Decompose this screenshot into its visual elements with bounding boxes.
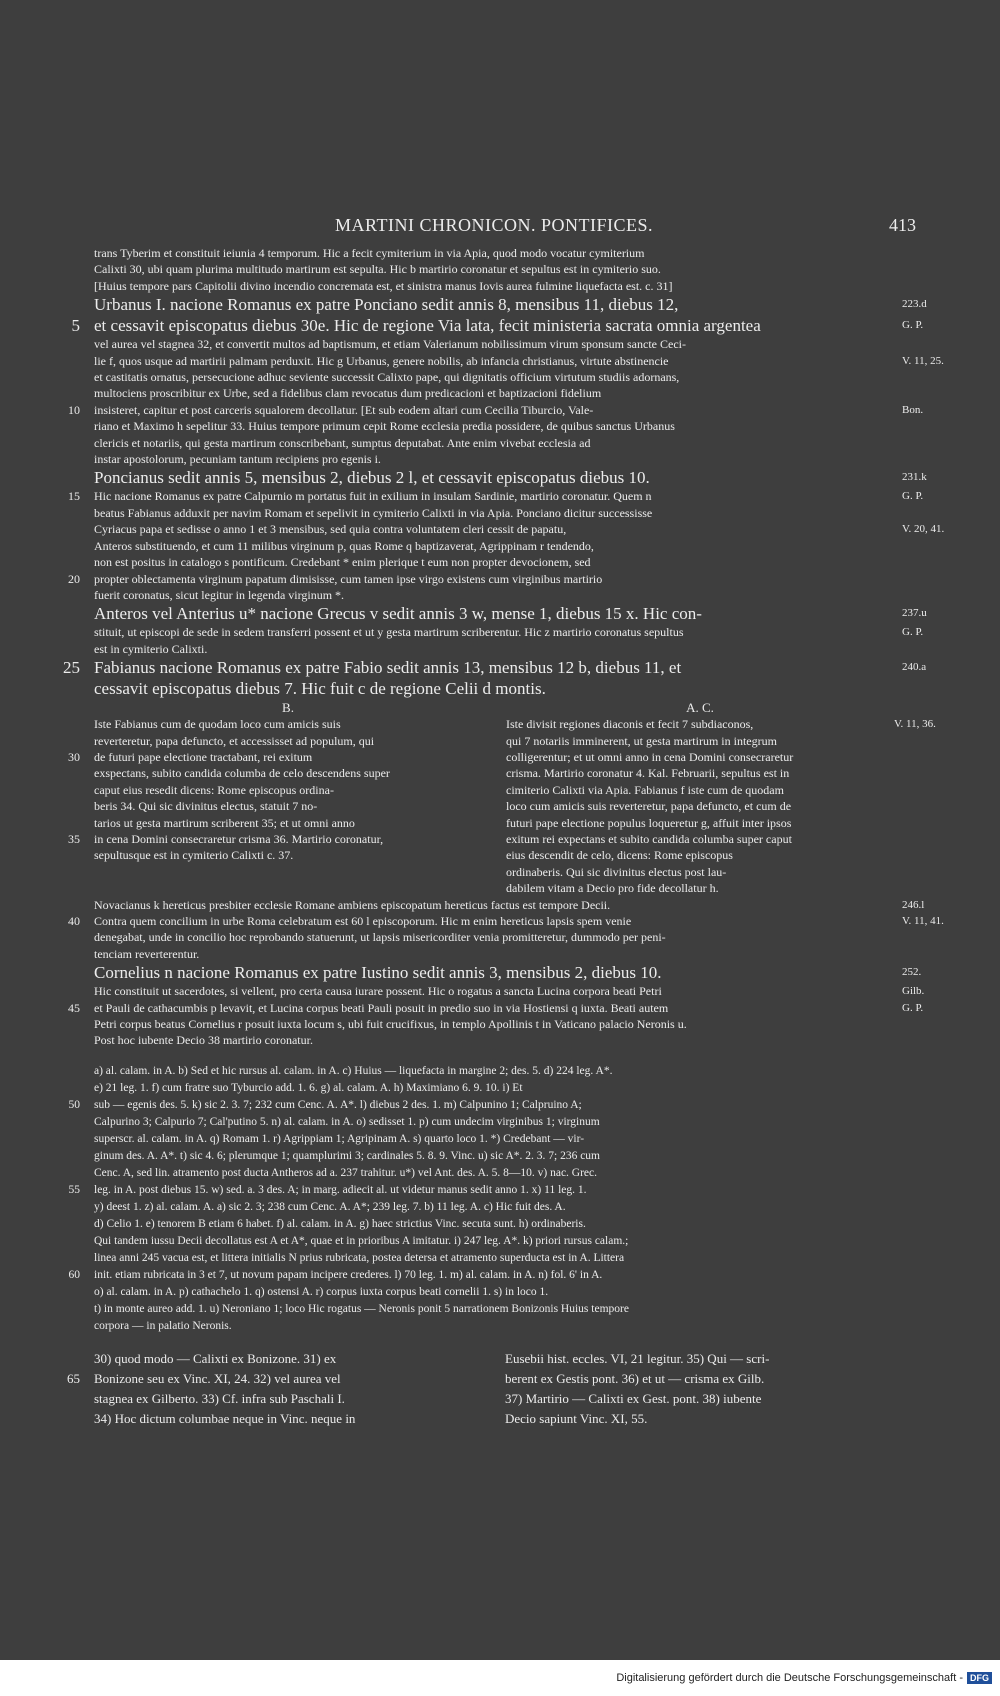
page-footer — [616, 1672, 992, 1684]
text-line — [94, 336, 894, 352]
page-number: 413 — [889, 215, 916, 235]
text-line — [94, 385, 894, 401]
margin-note: 252. — [902, 966, 922, 979]
line-text: Iste Fabianus cum de quodam loco cum amicis suis — [94, 717, 341, 732]
line-number: 35 — [68, 831, 80, 846]
text-line — [68, 1267, 894, 1284]
text-line — [94, 467, 927, 488]
margin-note: G. P. — [902, 490, 924, 503]
text-line — [94, 962, 922, 983]
line-text: ordinaberis. Qui sic divinitus electus post lau- — [506, 864, 727, 879]
margin-note: G. P. — [902, 1001, 924, 1014]
line-text: 30) quod modo — Calixti ex Bonizone. 31) ex — [94, 1350, 337, 1366]
line-text: eius descendit de celo, dicens: Rome episcopus — [506, 848, 733, 863]
line-text: ginum des. A. A*. t) sic 4. 6; plerumque 1; quamplurimi 3; cardinales 5. 8. 9. Vinc. u) sic A*. 2. 3. 7; 236 cum — [94, 1149, 600, 1162]
line-text: Decio sapiunt Vinc. XI, 55. — [505, 1410, 648, 1426]
line-text: linea anni 245 vacua est, et littera initialis N prius rubricata, postea detersa et atramento superducta est in A. Littera — [94, 1251, 625, 1264]
line-number: 50 — [68, 1098, 80, 1111]
line-text: beatus Fabianus adduxit per navim Romam et sepelivit in cymiterio Calixti in via Apia. Ponciano dicitur successisse — [94, 505, 653, 520]
line-text: d) Celio 1. e) tenorem B etiam 6 habet. f) al. calam. in A. g) haec strictius Vinc. secuta sunt. h) ordinaberis. — [94, 1217, 586, 1230]
source-notes-right — [505, 1349, 894, 1429]
text-line — [94, 505, 894, 521]
line-text: 37) Martirio — Calixti ex Gest. pont. 38) iubente — [505, 1390, 762, 1406]
line-number: 25 — [63, 658, 80, 678]
line-number: 40 — [68, 914, 80, 928]
text-line — [94, 261, 894, 277]
line-text: Fabianus nacione Romanus ex patre Fabio sedit annis 13, mensibus 12 b, diebus 11, et — [94, 658, 682, 678]
text-line — [505, 1349, 894, 1369]
text-line — [94, 798, 482, 814]
margin-note: V. 11, 25. — [902, 354, 944, 367]
line-text: Qui tandem iussu Decii decollatus est A et A*, quae et in prioribus A imitatur. i) 247 leg. A*. k) priori rursus calam.; — [94, 1234, 629, 1247]
line-text: Anteros vel Anterius u* nacione Grecus v sedit annis 3 w, mense 1, diebus 15 x. Hic con- — [94, 604, 702, 624]
text-line — [94, 1114, 894, 1131]
line-text: tenciam reverterentur. — [94, 946, 200, 961]
line-text: et cessavit episcopatus diebus 30e. Hic de regione Via lata, fecit ministeria sacrata omnia argentea — [94, 316, 761, 336]
line-text: cessavit episcopatus diebus 7. Hic fuit c de regione Celii d montis. — [94, 679, 546, 699]
text-line — [94, 353, 944, 369]
margin-note: Gilb. — [902, 985, 925, 998]
line-text: Bonizone seu ex Vinc. XI, 24. 32) vel aurea vel — [94, 1370, 341, 1386]
text-line — [94, 1233, 894, 1250]
text-line — [94, 435, 894, 451]
text-line — [94, 603, 927, 624]
text-line — [94, 1318, 894, 1335]
line-text: Petri corpus beatus Cornelius r posuit iuxta locum s, ubi fuit crucifixus, in templo Apollinis t in Vaticano palacio Neronis u. — [94, 1017, 687, 1032]
text-line — [68, 1097, 894, 1114]
line-number: 15 — [68, 489, 80, 504]
line-text: Hic nacione Romanus ex patre Calpurnio m portatus fuit in exilium in insulam Sardinie, martirio coronatur. Quem n — [94, 489, 652, 504]
text-line — [506, 847, 894, 863]
line-text: denegabat, unde in concilio hoc reprobando statuerunt, ut lapsis misericorditer venia promitteretur, dummodo per peni- — [94, 930, 666, 945]
text-line — [94, 1131, 894, 1148]
line-text: beris 34. Qui sic divinitus electus, statuit 7 no- — [94, 799, 318, 814]
line-text: exitum rei expectans et subito candida columba super caput — [506, 831, 792, 846]
text-line — [68, 488, 924, 504]
margin-note: 246.l — [902, 898, 925, 911]
dfg-logo: DFG — [967, 1672, 992, 1684]
line-text: qui 7 notariis imminerent, ut gesta martirum in integrum — [506, 733, 777, 748]
line-text: init. etiam rubricata in 3 et 7, ut novum papam incipere crederes. l) 70 leg. 1. m) al. calam. in A. n) fol. 6' in A. — [94, 1268, 603, 1281]
text-line — [94, 1063, 894, 1080]
line-text: riano et Maximo h sepelitur 33. Huius tempore primum cepit Rome ecclesia predia possidere, de quibus sanctus Urbanus — [94, 419, 675, 434]
line-text: tarios ut gesta martirum scriberent 35; et ut omni anno — [94, 815, 355, 830]
text-line — [94, 929, 894, 945]
line-text: non est positus in catalogo s pontificum. Credebant * enim plerique t eum non propter devocionem, sed — [94, 555, 591, 570]
line-number: 55 — [68, 1183, 80, 1196]
text-line — [94, 641, 894, 657]
line-text: cimiterio Calixti via Apia. Fabianus f iste cum de quodam — [506, 782, 784, 797]
line-text: stagnea ex Gilberto. 33) Cf. infra sub Paschali I. — [94, 1390, 345, 1406]
text-line — [94, 521, 945, 537]
text-line — [94, 847, 482, 863]
text-line — [94, 716, 482, 732]
line-text: multociens proscribitur ex Urbe, sed a fidelibus clam revocatus dum predicacioni et baptizacioni fidelium — [94, 386, 602, 401]
line-number: 10 — [68, 402, 80, 417]
line-text: Eusebii hist. eccles. VI, 21 legitur. 35) Qui — scri- — [505, 1350, 770, 1366]
page-body — [63, 215, 945, 1429]
text-line — [67, 1369, 483, 1389]
source-notes — [67, 1349, 894, 1429]
line-number: 20 — [68, 571, 80, 586]
line-text: in cena Domini consecraretur crisma 36. Martirio coronatur, — [94, 831, 384, 846]
line-text: e) 21 leg. 1. f) cum fratre suo Tyburcio add. 1. 6. g) al. calam. A. h) Maximiano 6. 9. 10. i) Et — [94, 1081, 523, 1094]
text-line — [94, 554, 894, 570]
text-line — [505, 1369, 894, 1389]
text-line — [94, 451, 894, 467]
text-line — [506, 765, 894, 781]
line-text: Hic constituit ut sacerdotes, si vellent, pro certa causa iurare possent. Hic o rogatus a sancta Lucina corpora beati Petri — [94, 984, 662, 999]
line-number: 60 — [68, 1268, 80, 1281]
margin-note: V. 11, 36. — [894, 718, 936, 731]
line-text: corpora — in palatio Neronis. — [94, 1319, 232, 1332]
line-text: a) al. calam. in A. b) Sed et hic rursus al. calam. in A. c) Huius — liquefacta in margine 2; des. 5. d) 224 leg. A*. — [94, 1064, 613, 1077]
main-text-continued — [68, 897, 944, 1049]
text-line — [506, 716, 936, 732]
line-text: o) al. calam. in A. p) cathachelo 1. q) ostensi A. r) corpus iuxta corpus beati cornelii 1. s) in loco 1. — [94, 1285, 549, 1298]
line-text: loco cum amicis suis reverteretur, papa defuncto, et cum de — [506, 799, 792, 814]
line-number: 5 — [71, 316, 80, 336]
text-line — [506, 798, 894, 814]
line-text: superscr. al. calam. in A. q) Romam 1. r) Agrippiam 1; Agripinam A. s) quarto loco 1. *) Credebant — vir- — [94, 1132, 585, 1145]
line-text: est in cymiterio Calixti. — [94, 641, 208, 656]
text-line — [94, 1165, 894, 1182]
line-number: 65 — [67, 1370, 80, 1386]
line-text: trans Tyberim et constituit ieiunia 4 temporum. Hic a fecit cymiterium in via Apia, quod modo vocatur cymiterium — [94, 246, 645, 260]
line-text: colligerentur; et ut omni anno in cena Domini consecraretur — [506, 749, 794, 764]
text-line — [68, 749, 482, 765]
line-text: Urbanus I. nacione Romanus ex patre Ponciano sedit annis 8, mensibus 11, diebus 12, — [94, 295, 679, 315]
line-text: Cenc. A, sed lin. atramento post ducta Antheros ad a. 237 trahitur. u*) vel Ant. des. A. 5. 8—10. v) nac. Grec. — [94, 1166, 598, 1179]
column-b — [68, 699, 482, 896]
text-line — [94, 983, 925, 999]
line-text: Post hoc iubente Decio 38 martirio coronatur. — [94, 1033, 313, 1048]
text-line — [506, 864, 894, 880]
line-text: futuri pape electione populus loqueretur g, affuit inter ipsos — [506, 815, 792, 830]
text-line — [506, 749, 894, 765]
text-line — [68, 1182, 894, 1199]
line-text: Cornelius n nacione Romanus ex patre Iustino sedit annis 3, mensibus 2, diebus 10. — [94, 963, 662, 983]
line-text: Anteros substituendo, et cum 11 milibus virginum p, quas Rome q baptizaverat, Agrippinam r tendendo, — [94, 538, 594, 553]
margin-note: V. 20, 41. — [902, 523, 945, 536]
text-line — [94, 1284, 894, 1301]
line-text: Novacianus k hereticus presbiter ecclesie Romane ambiens episcopatum hereticus factus est tempore Decii. — [94, 897, 611, 912]
line-text: Contra quem concilium in urbe Roma celebratum est 60 l episcoporum. Hic m enim hereticus lapsis spem venie — [94, 914, 632, 928]
text-line — [94, 678, 894, 699]
text-line — [68, 402, 924, 418]
text-line — [94, 946, 894, 962]
line-text: insisteret, capitur et post carceris squalorem decollatur. [Et sub eodem altari cum Cecilia Tiburcio, Vale- — [94, 402, 594, 417]
text-line — [94, 1148, 894, 1165]
text-line — [505, 1409, 894, 1429]
line-number: 45 — [68, 1000, 80, 1015]
text-line — [94, 418, 894, 434]
text-line — [94, 1349, 483, 1369]
text-line — [94, 897, 925, 913]
text-line — [94, 294, 927, 315]
text-line — [506, 733, 894, 749]
margin-note: G. P. — [902, 319, 924, 332]
text-line — [68, 571, 894, 587]
line-text: lie f, quos usque ad martirii palmam perduxit. Hic g Urbanus, genere nobilis, ab infancia christianus, virtute abstinencie — [94, 353, 669, 368]
line-text: propter oblectamenta virginum papatum dimisisse, cum tamen ipse virgo existens cum virginibus martirio — [94, 571, 603, 586]
line-text: Cyriacus papa et sedisse o anno 1 et 3 mensibus, sed quia contra voluntatem cleri cessit de papatu, — [94, 522, 567, 537]
line-text: et castitatis ornatus, persecucione adhuc seviente successit Calixto pape, qui dignitatis officium virtutum studiis adornans, — [94, 370, 680, 385]
two-column-section — [68, 699, 936, 896]
source-notes-left — [67, 1349, 483, 1429]
text-line — [94, 765, 482, 781]
text-line — [94, 245, 894, 261]
running-header — [94, 215, 916, 245]
column-b-heading: B. — [282, 700, 294, 716]
margin-note: 223.d — [902, 298, 927, 311]
line-text: exspectans, subito candida columba de celo descendens super — [94, 766, 390, 781]
text-line — [506, 815, 894, 831]
line-text: leg. in A. post diebus 15. w) sed. a. 3 des. A; in marg. adiecit al. ut videtur manus sedit anno 1. x) 11 leg. 1. — [94, 1183, 587, 1196]
text-line — [94, 1250, 894, 1267]
text-line — [506, 782, 894, 798]
margin-note: G. P. — [902, 626, 924, 639]
line-text: dabilem vitam a Decio pro fide decollatur h. — [506, 881, 719, 896]
text-line — [94, 815, 482, 831]
line-text: Calpurino 3; Calpurio 7; Cal'putino 5. n) al. calam. in A. o) sedisset 1. p) cum undecim virginibus 1; virginum — [94, 1115, 600, 1128]
line-number: 30 — [68, 749, 80, 764]
line-text: caput eius resedit dicens: Rome episcopus ordina- — [94, 782, 334, 797]
line-text: t) in monte aureo add. 1. u) Neroniano 1; loco Hic rogatus — Neronis ponit 5 narrationem Bonizonis Huius tempore — [94, 1302, 629, 1315]
column-ac — [506, 699, 936, 896]
text-line — [94, 369, 894, 385]
text-line — [506, 831, 894, 847]
line-text: [Huius tempore pars Capitolii divino incendio concremata est, et sinistra manus Iovis aurea fulmine liquefacta est. c. 31] — [94, 278, 673, 293]
line-text: fuerit coronatus, sicut legitur in legenda virginum *. — [94, 587, 345, 602]
line-text: crisma. Martirio coronatur 4. Kal. Februarii, sepultus est in — [506, 766, 790, 781]
text-line — [68, 1000, 924, 1016]
text-line — [94, 1032, 894, 1048]
line-text: y) deest 1. z) al. calam. A. a) sic 2. 3; 238 cum Cenc. A. A*; 239 leg. 7. b) 11 leg. A. c) Hic fuit des. A. — [94, 1200, 566, 1213]
line-text: sepultusque est in cymiterio Calixti c. 37. — [94, 848, 294, 863]
text-line — [94, 538, 894, 554]
page-title: MARTINI CHRONICON. PONTIFICES. — [335, 215, 653, 235]
line-text: sub — egenis des. 5. k) sic 2. 3. 7; 232 cum Cenc. A. A*. l) diebus 2 des. 1. m) Calpunino 1; Calpruino A; — [94, 1098, 582, 1111]
margin-note: 237.u — [902, 607, 927, 620]
line-text: Poncianus sedit annis 5, mensibus 2, diebus 2 l, et cessavit episcopatus diebus 10. — [94, 468, 650, 488]
text-line — [94, 278, 894, 294]
line-text: instar apostolorum, pecuniam tantum recipiens pro egenis i. — [94, 452, 381, 467]
text-line — [94, 587, 894, 603]
line-text: berent ex Gestis pont. 36) et ut — crisma ex Gilb. — [505, 1370, 765, 1386]
column-ac-heading: A. C. — [686, 700, 714, 716]
text-line — [506, 880, 894, 896]
line-text: reverteretur, papa defuncto, et accessisset ad populum, qui — [94, 733, 375, 748]
line-text: Iste divisit regiones diaconis et fecit 7 subdiaconos, — [506, 717, 754, 732]
line-text: et Pauli de cathacumbis p levavit, et Lucina corpus beati Pauli posuit in predio suo in via Hostiensi q iuxta. Beati autem — [94, 1000, 669, 1015]
text-line — [94, 1216, 894, 1233]
text-line — [94, 624, 924, 640]
text-line — [94, 1409, 483, 1429]
line-text: 34) Hoc dictum columbae neque in Vinc. neque in — [94, 1410, 356, 1426]
text-line — [68, 913, 944, 929]
line-text: Calixti 30, ubi quam plurima multitudo martirum est sepulta. Hic b martirio coronatur et sepultus est in cymiterio suo. — [94, 262, 661, 277]
text-line — [505, 1389, 894, 1409]
margin-note: 240.a — [902, 661, 927, 674]
line-text: clericis et notariis, qui gesta martirum conscribebant, sumptus deputabat. Ante enim vivebat ecclesia ad — [94, 435, 591, 450]
line-text: de futuri pape electione tractabant, rei exitum — [94, 749, 313, 764]
text-line — [94, 782, 482, 798]
text-line — [94, 1016, 894, 1032]
text-line — [94, 1389, 483, 1409]
main-text — [63, 245, 945, 699]
text-line — [71, 315, 924, 336]
funding-note: Digitalisierung gefördert durch die Deutsche Forschungsgemeinschaft - — [616, 1672, 963, 1684]
text-line — [94, 1080, 894, 1097]
line-text: stituit, ut episcopi de sede in sedem transferri possent et ut y gesta martirum scriberentur. Hic z martirio coronatus sepultus — [94, 625, 684, 640]
margin-note: 231.k — [902, 471, 927, 484]
line-text: vel aurea vel stagnea 32, et convertit multos ad baptismum, et etiam Valerianum nobilissimum virum sponsum sancte Ceci- — [94, 337, 686, 352]
text-line — [68, 831, 482, 847]
text-line — [94, 1301, 894, 1318]
text-line — [94, 1199, 894, 1216]
text-line — [63, 657, 927, 678]
margin-note: Bon. — [902, 403, 924, 416]
margin-note: V. 11, 41. — [902, 915, 944, 927]
text-line — [94, 733, 482, 749]
critical-apparatus — [68, 1063, 894, 1335]
